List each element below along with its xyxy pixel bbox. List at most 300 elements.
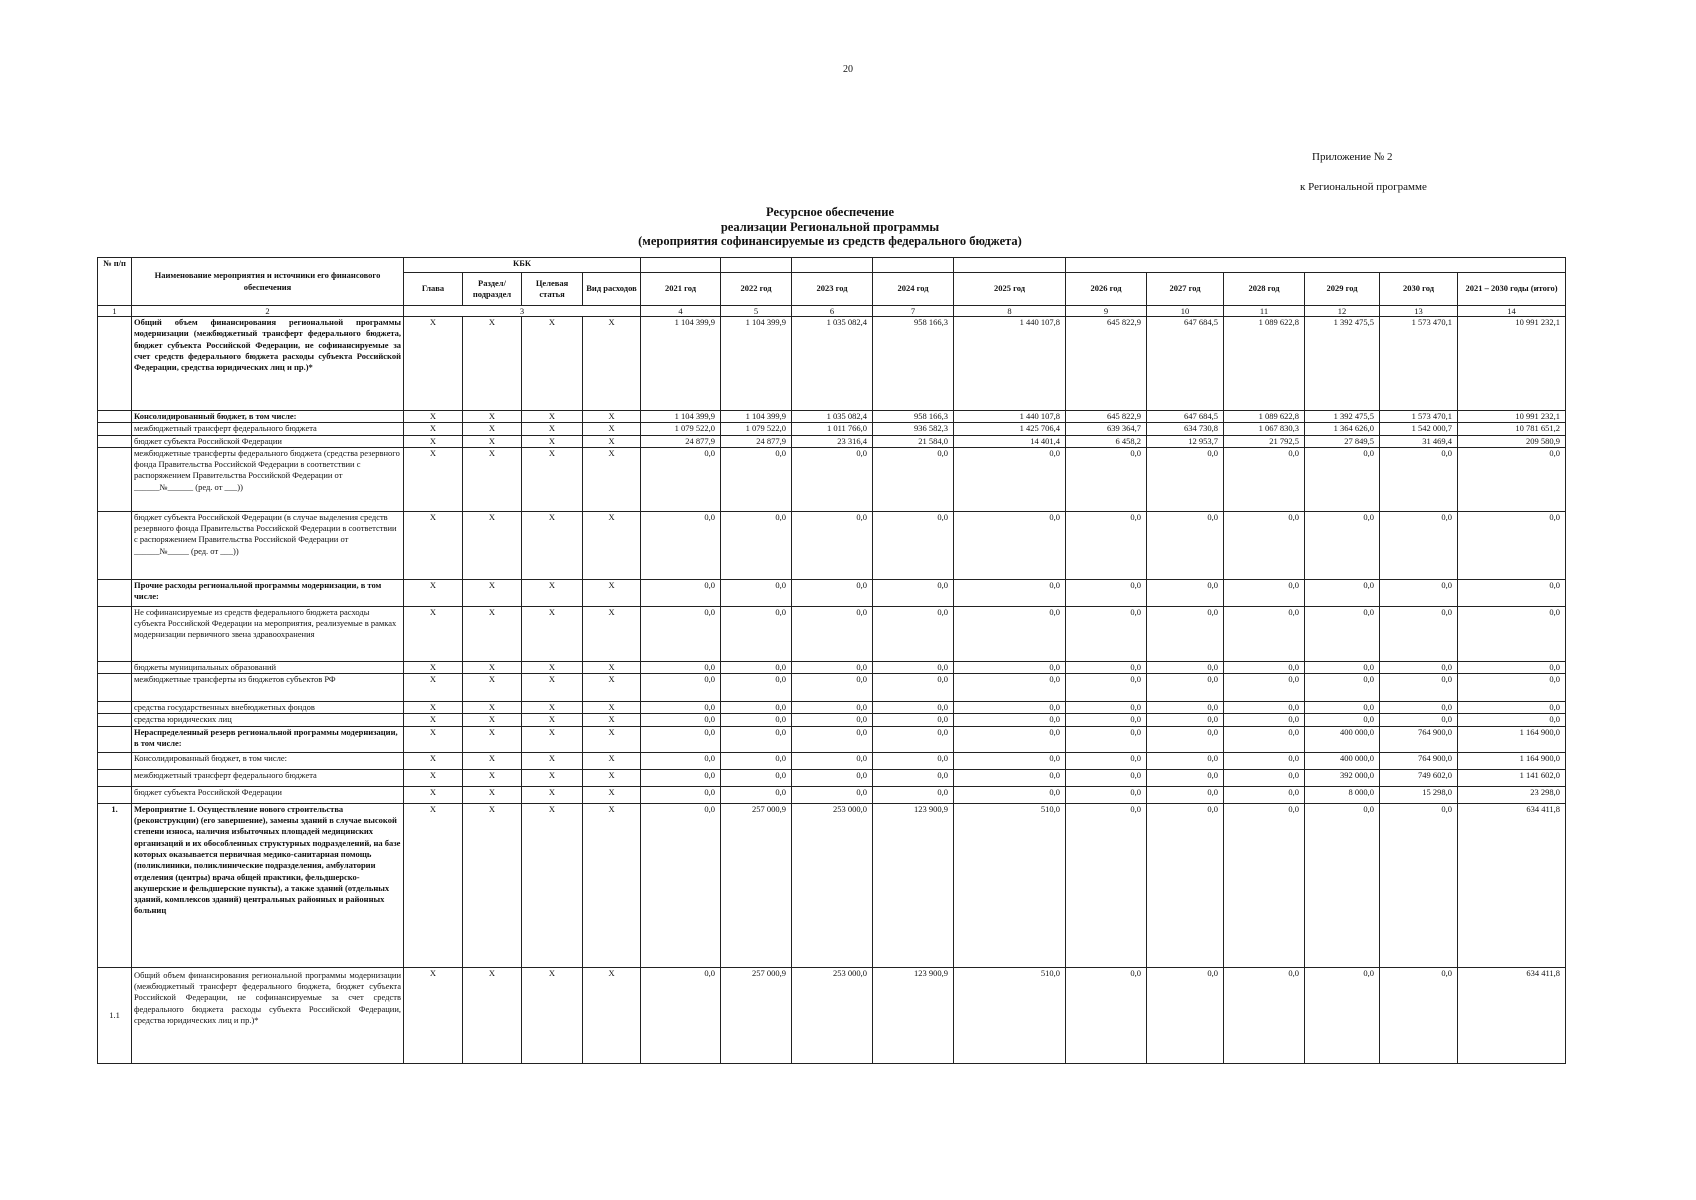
value-cell: 10 781 651,2 bbox=[1458, 423, 1566, 435]
value-cell: 1 364 626,0 bbox=[1305, 423, 1380, 435]
value-cell: 0,0 bbox=[1305, 661, 1380, 673]
value-cell: 209 580,9 bbox=[1458, 435, 1566, 447]
value-cell: 0,0 bbox=[1224, 803, 1305, 967]
value-cell: 253 000,0 bbox=[792, 967, 873, 1063]
value-cell: 0,0 bbox=[1066, 661, 1147, 673]
header-year-2028: 2028 год bbox=[1224, 273, 1305, 306]
value-cell: 0,0 bbox=[954, 769, 1066, 786]
value-cell: 253 000,0 bbox=[792, 803, 873, 967]
value-cell: 0,0 bbox=[1224, 511, 1305, 579]
value-cell: 0,0 bbox=[1224, 702, 1305, 714]
value-cell: 0,0 bbox=[792, 726, 873, 752]
kbk-cell: X bbox=[404, 714, 463, 726]
value-cell: 510,0 bbox=[954, 967, 1066, 1063]
value-cell: 0,0 bbox=[954, 726, 1066, 752]
kbk-cell: X bbox=[522, 606, 583, 661]
value-cell: 24 877,9 bbox=[641, 435, 721, 447]
value-cell: 6 458,2 bbox=[1066, 435, 1147, 447]
value-cell: 0,0 bbox=[1147, 606, 1224, 661]
value-cell: 400 000,0 bbox=[1305, 726, 1380, 752]
kbk-cell: X bbox=[463, 752, 522, 769]
value-cell: 0,0 bbox=[1224, 714, 1305, 726]
row-number bbox=[98, 579, 132, 606]
row-name: средства юридических лиц bbox=[132, 714, 404, 726]
value-cell: 647 684,5 bbox=[1147, 317, 1224, 411]
value-cell: 10 991 232,1 bbox=[1458, 317, 1566, 411]
value-cell: 0,0 bbox=[1147, 702, 1224, 714]
value-cell: 24 877,9 bbox=[721, 435, 792, 447]
row-name: Не софинансируемые из средств федерального бюджета расходы субъекта Российской Федерации на мероприятия, реализуемые в рамках модернизации первичного звена здравоохранения bbox=[132, 606, 404, 661]
kbk-cell: X bbox=[583, 511, 641, 579]
row-name: Общий объем финансирования региональной программы модернизации (межбюджетный трансферт федерального бюджета, бюджет субъекта Российской Федерации, не софинансируемые за счет средств федерального бюджета расходы субъекта Российской Федерации, средства юридических лиц и пр.)* bbox=[132, 317, 404, 411]
value-cell: 0,0 bbox=[1147, 661, 1224, 673]
row-name: межбюджетные трансферты федерального бюджета (средства резервного фонда Правительства Российской Федерации в соответствии с распоряжением Правительства Российской Федерации от ______№______ (ред. от ___)) bbox=[132, 447, 404, 511]
page-number: 20 bbox=[843, 64, 853, 75]
kbk-cell: X bbox=[583, 803, 641, 967]
kbk-cell: X bbox=[463, 726, 522, 752]
value-cell: 0,0 bbox=[1066, 511, 1147, 579]
row-number bbox=[98, 317, 132, 411]
value-cell: 1 104 399,9 bbox=[721, 411, 792, 423]
value-cell: 0,0 bbox=[1147, 786, 1224, 803]
row-name: бюджет субъекта Российской Федерации bbox=[132, 786, 404, 803]
table-row bbox=[98, 967, 1566, 1063]
value-cell: 0,0 bbox=[1305, 702, 1380, 714]
value-cell: 1 089 622,8 bbox=[1224, 411, 1305, 423]
value-cell: 0,0 bbox=[641, 702, 721, 714]
kbk-cell: X bbox=[522, 714, 583, 726]
kbk-cell: X bbox=[583, 661, 641, 673]
value-cell: 0,0 bbox=[873, 661, 954, 673]
value-cell: 12 953,7 bbox=[1147, 435, 1224, 447]
row-number bbox=[98, 769, 132, 786]
kbk-cell: X bbox=[404, 579, 463, 606]
header-gap-6 bbox=[1066, 258, 1566, 273]
table-row bbox=[98, 423, 1566, 435]
header-kbk: КБК bbox=[404, 258, 641, 273]
kbk-cell: X bbox=[463, 674, 522, 702]
value-cell: 0,0 bbox=[641, 726, 721, 752]
value-cell: 0,0 bbox=[1380, 967, 1458, 1063]
kbk-cell: X bbox=[583, 714, 641, 726]
header-year-2029: 2029 год bbox=[1305, 273, 1380, 306]
kbk-cell: X bbox=[463, 423, 522, 435]
value-cell: 0,0 bbox=[792, 752, 873, 769]
value-cell: 0,0 bbox=[954, 661, 1066, 673]
value-cell: 764 900,0 bbox=[1380, 726, 1458, 752]
index-cell: 1 bbox=[98, 306, 132, 317]
value-cell: 0,0 bbox=[721, 579, 792, 606]
value-cell: 0,0 bbox=[873, 702, 954, 714]
value-cell: 647 684,5 bbox=[1147, 411, 1224, 423]
value-cell: 0,0 bbox=[792, 769, 873, 786]
value-cell: 0,0 bbox=[1147, 752, 1224, 769]
kbk-cell: X bbox=[583, 579, 641, 606]
value-cell: 0,0 bbox=[1066, 752, 1147, 769]
table-row bbox=[98, 674, 1566, 702]
kbk-cell: X bbox=[404, 317, 463, 411]
table-row bbox=[98, 661, 1566, 673]
kbk-cell: X bbox=[404, 803, 463, 967]
kbk-cell: X bbox=[583, 435, 641, 447]
table-row bbox=[98, 579, 1566, 606]
index-cell: 6 bbox=[792, 306, 873, 317]
value-cell: 1 164 900,0 bbox=[1458, 752, 1566, 769]
value-cell: 0,0 bbox=[1380, 803, 1458, 967]
kbk-cell: X bbox=[463, 967, 522, 1063]
value-cell: 0,0 bbox=[721, 786, 792, 803]
index-cell: 7 bbox=[873, 306, 954, 317]
table-row bbox=[98, 786, 1566, 803]
row-name: Консолидированный бюджет, в том числе: bbox=[132, 752, 404, 769]
kbk-cell: X bbox=[463, 317, 522, 411]
value-cell: 21 792,5 bbox=[1224, 435, 1305, 447]
kbk-cell: X bbox=[404, 511, 463, 579]
value-cell: 1 425 706,4 bbox=[954, 423, 1066, 435]
value-cell: 10 991 232,1 bbox=[1458, 411, 1566, 423]
value-cell: 0,0 bbox=[1380, 714, 1458, 726]
kbk-cell: X bbox=[404, 447, 463, 511]
value-cell: 0,0 bbox=[873, 714, 954, 726]
value-cell: 0,0 bbox=[1224, 786, 1305, 803]
value-cell: 0,0 bbox=[1066, 702, 1147, 714]
value-cell: 0,0 bbox=[1305, 967, 1380, 1063]
value-cell: 0,0 bbox=[792, 579, 873, 606]
kbk-cell: X bbox=[583, 411, 641, 423]
value-cell: 0,0 bbox=[954, 579, 1066, 606]
value-cell: 0,0 bbox=[1147, 769, 1224, 786]
value-cell: 1 067 830,3 bbox=[1224, 423, 1305, 435]
header-year-2025: 2025 год bbox=[954, 273, 1066, 306]
table-row bbox=[98, 447, 1566, 511]
index-cell: 10 bbox=[1147, 306, 1224, 317]
index-cell: 8 bbox=[954, 306, 1066, 317]
value-cell: 0,0 bbox=[1224, 752, 1305, 769]
value-cell: 0,0 bbox=[1380, 579, 1458, 606]
kbk-cell: X bbox=[463, 411, 522, 423]
value-cell: 0,0 bbox=[873, 606, 954, 661]
value-cell: 0,0 bbox=[1458, 702, 1566, 714]
value-cell: 1 104 399,9 bbox=[721, 317, 792, 411]
value-cell: 0,0 bbox=[1066, 579, 1147, 606]
value-cell: 0,0 bbox=[1147, 714, 1224, 726]
value-cell: 0,0 bbox=[1458, 511, 1566, 579]
value-cell: 0,0 bbox=[721, 714, 792, 726]
value-cell: 0,0 bbox=[873, 447, 954, 511]
row-number bbox=[98, 726, 132, 752]
kbk-cell: X bbox=[522, 435, 583, 447]
value-cell: 645 822,9 bbox=[1066, 411, 1147, 423]
row-name: Консолидированный бюджет, в том числе: bbox=[132, 411, 404, 423]
value-cell: 0,0 bbox=[641, 752, 721, 769]
value-cell: 0,0 bbox=[721, 752, 792, 769]
row-number bbox=[98, 714, 132, 726]
value-cell: 0,0 bbox=[1458, 447, 1566, 511]
index-cell: 14 bbox=[1458, 306, 1566, 317]
value-cell: 0,0 bbox=[641, 661, 721, 673]
value-cell: 639 364,7 bbox=[1066, 423, 1147, 435]
kbk-cell: X bbox=[463, 702, 522, 714]
value-cell: 392 000,0 bbox=[1305, 769, 1380, 786]
row-number bbox=[98, 411, 132, 423]
header-year-2022: 2022 год bbox=[721, 273, 792, 306]
kbk-cell: X bbox=[522, 579, 583, 606]
index-cell: 12 bbox=[1305, 306, 1380, 317]
value-cell: 0,0 bbox=[954, 606, 1066, 661]
header-vid: Вид расходов bbox=[583, 273, 641, 306]
index-cell: 9 bbox=[1066, 306, 1147, 317]
kbk-cell: X bbox=[522, 752, 583, 769]
value-cell: 0,0 bbox=[1224, 606, 1305, 661]
value-cell: 0,0 bbox=[954, 674, 1066, 702]
kbk-cell: X bbox=[463, 511, 522, 579]
value-cell: 958 166,3 bbox=[873, 411, 954, 423]
header-year-2027: 2027 год bbox=[1147, 273, 1224, 306]
value-cell: 0,0 bbox=[1224, 447, 1305, 511]
kbk-cell: X bbox=[583, 967, 641, 1063]
value-cell: 23 298,0 bbox=[1458, 786, 1566, 803]
value-cell: 0,0 bbox=[873, 786, 954, 803]
value-cell: 0,0 bbox=[641, 579, 721, 606]
value-cell: 0,0 bbox=[641, 786, 721, 803]
kbk-cell: X bbox=[404, 786, 463, 803]
kbk-cell: X bbox=[522, 702, 583, 714]
row-name: Общий объем финансирования региональной программы модернизации (межбюджетный трансферт федерального бюджета, бюджет субъекта Российской Федерации, не софинансируемые за счет средств федерального бюджета расходы субъекта Российской Федерации, средства юридических лиц и пр.)* bbox=[132, 967, 404, 1063]
kbk-cell: X bbox=[404, 769, 463, 786]
value-cell: 0,0 bbox=[1305, 714, 1380, 726]
value-cell: 0,0 bbox=[1305, 447, 1380, 511]
row-number bbox=[98, 752, 132, 769]
value-cell: 0,0 bbox=[873, 674, 954, 702]
table-row bbox=[98, 726, 1566, 752]
table-row bbox=[98, 714, 1566, 726]
value-cell: 0,0 bbox=[792, 714, 873, 726]
value-cell: 0,0 bbox=[1224, 579, 1305, 606]
kbk-cell: X bbox=[522, 661, 583, 673]
value-cell: 0,0 bbox=[641, 769, 721, 786]
value-cell: 0,0 bbox=[954, 511, 1066, 579]
kbk-cell: X bbox=[404, 967, 463, 1063]
value-cell: 0,0 bbox=[1380, 447, 1458, 511]
kbk-cell: X bbox=[583, 726, 641, 752]
row-number bbox=[98, 511, 132, 579]
value-cell: 0,0 bbox=[1305, 511, 1380, 579]
value-cell: 0,0 bbox=[721, 769, 792, 786]
value-cell: 1 104 399,9 bbox=[641, 317, 721, 411]
row-name: межбюджетные трансферты из бюджетов субъектов РФ bbox=[132, 674, 404, 702]
header-year-2024: 2024 год bbox=[873, 273, 954, 306]
value-cell: 1 035 082,4 bbox=[792, 411, 873, 423]
value-cell: 31 469,4 bbox=[1380, 435, 1458, 447]
value-cell: 0,0 bbox=[721, 702, 792, 714]
value-cell: 1 141 602,0 bbox=[1458, 769, 1566, 786]
value-cell: 1 079 522,0 bbox=[641, 423, 721, 435]
value-cell: 634 411,8 bbox=[1458, 803, 1566, 967]
appendix-number: Приложение № 2 bbox=[1312, 151, 1393, 163]
value-cell: 0,0 bbox=[1147, 674, 1224, 702]
kbk-cell: X bbox=[463, 447, 522, 511]
value-cell: 0,0 bbox=[721, 511, 792, 579]
table-row bbox=[98, 411, 1566, 423]
value-cell: 0,0 bbox=[1147, 803, 1224, 967]
value-cell: 0,0 bbox=[1224, 726, 1305, 752]
value-cell: 1 392 475,5 bbox=[1305, 317, 1380, 411]
value-cell: 0,0 bbox=[641, 447, 721, 511]
row-name: бюджет субъекта Российской Федерации bbox=[132, 435, 404, 447]
kbk-cell: X bbox=[463, 714, 522, 726]
value-cell: 0,0 bbox=[1147, 447, 1224, 511]
row-name: межбюджетный трансферт федерального бюджета bbox=[132, 423, 404, 435]
kbk-cell: X bbox=[404, 411, 463, 423]
value-cell: 23 316,4 bbox=[792, 435, 873, 447]
value-cell: 0,0 bbox=[721, 661, 792, 673]
value-cell: 0,0 bbox=[1224, 674, 1305, 702]
value-cell: 0,0 bbox=[1147, 967, 1224, 1063]
value-cell: 400 000,0 bbox=[1305, 752, 1380, 769]
value-cell: 0,0 bbox=[792, 447, 873, 511]
index-cell: 4 bbox=[641, 306, 721, 317]
value-cell: 0,0 bbox=[792, 702, 873, 714]
table-row bbox=[98, 702, 1566, 714]
value-cell: 645 822,9 bbox=[1066, 317, 1147, 411]
value-cell: 0,0 bbox=[1224, 769, 1305, 786]
value-cell: 1 392 475,5 bbox=[1305, 411, 1380, 423]
row-number bbox=[98, 423, 132, 435]
row-name: бюджеты муниципальных образований bbox=[132, 661, 404, 673]
header-year-2021: 2021 год bbox=[641, 273, 721, 306]
value-cell: 0,0 bbox=[641, 967, 721, 1063]
row-number bbox=[98, 447, 132, 511]
value-cell: 0,0 bbox=[1147, 579, 1224, 606]
kbk-cell: X bbox=[463, 769, 522, 786]
value-cell: 1 164 900,0 bbox=[1458, 726, 1566, 752]
value-cell: 0,0 bbox=[721, 674, 792, 702]
value-cell: 123 900,9 bbox=[873, 803, 954, 967]
kbk-cell: X bbox=[404, 726, 463, 752]
value-cell: 0,0 bbox=[873, 752, 954, 769]
header-year-2030: 2030 год bbox=[1380, 273, 1458, 306]
value-cell: 0,0 bbox=[873, 579, 954, 606]
value-cell: 0,0 bbox=[954, 786, 1066, 803]
value-cell: 257 000,9 bbox=[721, 803, 792, 967]
kbk-cell: X bbox=[522, 769, 583, 786]
row-number bbox=[98, 661, 132, 673]
header-gap-5 bbox=[954, 258, 1066, 273]
row-number: 1.1 bbox=[98, 967, 132, 1063]
kbk-cell: X bbox=[463, 786, 522, 803]
value-cell: 634 730,8 bbox=[1147, 423, 1224, 435]
value-cell: 0,0 bbox=[792, 661, 873, 673]
kbk-cell: X bbox=[522, 726, 583, 752]
title-line-3: (мероприятия софинансируемые из средств федерального бюджета) bbox=[638, 234, 1022, 248]
value-cell: 27 849,5 bbox=[1305, 435, 1380, 447]
kbk-cell: X bbox=[583, 786, 641, 803]
value-cell: 0,0 bbox=[1305, 579, 1380, 606]
value-cell: 0,0 bbox=[1066, 769, 1147, 786]
value-cell: 8 000,0 bbox=[1305, 786, 1380, 803]
value-cell: 0,0 bbox=[1380, 661, 1458, 673]
header-glava: Глава bbox=[404, 273, 463, 306]
header-total: 2021 – 2030 годы (итого) bbox=[1458, 273, 1566, 306]
value-cell: 749 602,0 bbox=[1380, 769, 1458, 786]
kbk-cell: X bbox=[583, 447, 641, 511]
value-cell: 0,0 bbox=[954, 752, 1066, 769]
document-title bbox=[540, 205, 1120, 249]
value-cell: 0,0 bbox=[1380, 702, 1458, 714]
row-name: бюджет субъекта Российской Федерации (в случае выделения средств резервного фонда Правительства Российской Федерации в соответствии с распоряжением Правительства Российской Федерации от ______№_____ (ред. от ___)) bbox=[132, 511, 404, 579]
row-number bbox=[98, 786, 132, 803]
value-cell: 0,0 bbox=[954, 714, 1066, 726]
header-razdel: Раздел/ подраздел bbox=[463, 273, 522, 306]
value-cell: 0,0 bbox=[1066, 726, 1147, 752]
value-cell: 257 000,9 bbox=[721, 967, 792, 1063]
row-name: межбюджетный трансферт федерального бюджета bbox=[132, 769, 404, 786]
value-cell: 0,0 bbox=[1458, 661, 1566, 673]
title-line-1: Ресурсное обеспечение bbox=[765, 205, 894, 219]
row-name: средства государственных внебюджетных фондов bbox=[132, 702, 404, 714]
header-gap-2 bbox=[721, 258, 792, 273]
index-cell: 13 bbox=[1380, 306, 1458, 317]
value-cell: 1 011 766,0 bbox=[792, 423, 873, 435]
index-cell: 5 bbox=[721, 306, 792, 317]
value-cell: 21 584,0 bbox=[873, 435, 954, 447]
value-cell: 0,0 bbox=[1066, 447, 1147, 511]
index-cell: 2 bbox=[132, 306, 404, 317]
value-cell: 0,0 bbox=[1224, 967, 1305, 1063]
header-gap-1 bbox=[641, 258, 721, 273]
kbk-cell: X bbox=[583, 769, 641, 786]
value-cell: 0,0 bbox=[792, 674, 873, 702]
kbk-cell: X bbox=[463, 606, 522, 661]
header-year-2026: 2026 год bbox=[1066, 273, 1147, 306]
value-cell: 1 079 522,0 bbox=[721, 423, 792, 435]
kbk-cell: X bbox=[583, 752, 641, 769]
value-cell: 510,0 bbox=[954, 803, 1066, 967]
header-gap-4 bbox=[873, 258, 954, 273]
value-cell: 15 298,0 bbox=[1380, 786, 1458, 803]
value-cell: 0,0 bbox=[641, 674, 721, 702]
value-cell: 634 411,8 bbox=[1458, 967, 1566, 1063]
value-cell: 14 401,4 bbox=[954, 435, 1066, 447]
header-name: Наименование мероприятия и источники его финансового обеспечения bbox=[132, 258, 404, 306]
kbk-cell: X bbox=[583, 423, 641, 435]
value-cell: 1 104 399,9 bbox=[641, 411, 721, 423]
kbk-cell: X bbox=[522, 674, 583, 702]
value-cell: 0,0 bbox=[1305, 674, 1380, 702]
table-row bbox=[98, 511, 1566, 579]
kbk-cell: X bbox=[583, 674, 641, 702]
table-row bbox=[98, 606, 1566, 661]
row-name: Прочие расходы региональной программы модернизации, в том числе: bbox=[132, 579, 404, 606]
value-cell: 0,0 bbox=[1305, 803, 1380, 967]
header-gap-3 bbox=[792, 258, 873, 273]
value-cell: 0,0 bbox=[1458, 606, 1566, 661]
value-cell: 1 573 470,1 bbox=[1380, 317, 1458, 411]
kbk-cell: X bbox=[463, 661, 522, 673]
value-cell: 0,0 bbox=[1458, 674, 1566, 702]
kbk-cell: X bbox=[404, 606, 463, 661]
kbk-cell: X bbox=[583, 606, 641, 661]
value-cell: 0,0 bbox=[1224, 661, 1305, 673]
table-row bbox=[98, 769, 1566, 786]
value-cell: 0,0 bbox=[1458, 579, 1566, 606]
kbk-cell: X bbox=[522, 317, 583, 411]
value-cell: 0,0 bbox=[1380, 511, 1458, 579]
value-cell: 0,0 bbox=[1147, 726, 1224, 752]
kbk-cell: X bbox=[404, 674, 463, 702]
value-cell: 0,0 bbox=[792, 511, 873, 579]
table-row bbox=[98, 317, 1566, 411]
